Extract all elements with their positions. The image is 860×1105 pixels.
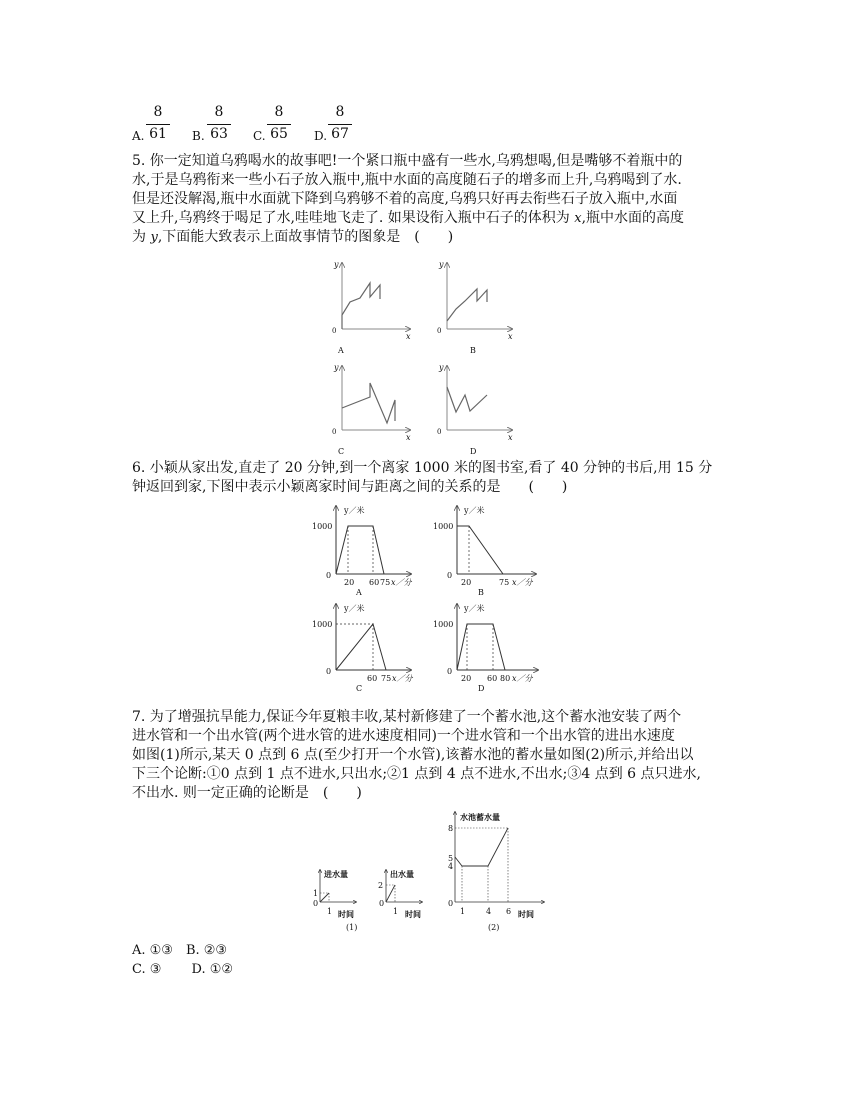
origin-label: 0 (448, 899, 454, 908)
y-tick-1000: 1000 (312, 620, 333, 629)
q6-graph-d (433, 603, 538, 693)
x-tick: 1 (393, 907, 399, 916)
x-tick: 60 (367, 674, 378, 683)
y-axis-label: y／米 (464, 506, 485, 515)
x-axis-label: 时间 (405, 909, 421, 919)
x-axis-label: 时间 (518, 909, 534, 919)
x-tick: 75 (381, 674, 392, 683)
graph-label-c: C (338, 447, 345, 456)
q7-line: 进水管和一个出水管(两个进水管的进水速度相同)一个进水管和一个出水管的进出水速度 (132, 728, 675, 744)
q6-curve-c (336, 624, 386, 670)
option-label: A. (132, 129, 145, 143)
graph-label-b: B (470, 346, 476, 355)
x-tick: 1 (327, 907, 333, 916)
q5-graph-c (332, 363, 411, 456)
x-tick: 60 (487, 674, 498, 683)
axis-label-y: y (439, 260, 444, 269)
denominator: 63 (210, 126, 228, 142)
caption-1: (1) (346, 923, 358, 932)
axis-label-y: y (334, 363, 339, 372)
x-axis-label: x／分 (512, 674, 533, 683)
q5-line: 但是还没解渴,瓶中水面就下降到乌鸦够不着的高度,乌鸦只好再去衔些石子放入瓶中,水面 (132, 191, 678, 207)
x-tick: 75 (380, 578, 391, 587)
q5-text: 为 (132, 229, 151, 245)
origin-label: 0 (379, 899, 385, 908)
x-tick: 75 (499, 578, 510, 587)
q6-graph-b (433, 505, 536, 597)
q7-options-row: A. ①③ B. ②③ (132, 943, 228, 958)
option-label: D. (314, 129, 328, 143)
q6-line: 钟返回到家,下图中表示小颖离家时间与距离之间的关系的是 ( ) (132, 479, 568, 495)
y-tick-1000: 1000 (433, 620, 454, 629)
q5-curve-b (447, 289, 487, 321)
q5-text: ,瓶中水面的高度 (581, 210, 685, 226)
q7-line: 不出水. 则一定正确的论断是 ( ) (132, 785, 362, 801)
origin-label: 0 (447, 571, 453, 580)
option-label: C. (253, 129, 266, 143)
q5-graph-d (437, 363, 513, 456)
numerator: 8 (153, 104, 163, 120)
graph-label-d: D (470, 447, 477, 456)
q6-curve-a (336, 526, 384, 574)
x-tick: 20 (461, 674, 472, 683)
graph-label-a: A (356, 588, 362, 597)
inflow-line (320, 893, 329, 902)
q6-curve-d (457, 624, 505, 670)
q7-figures (306, 810, 566, 935)
q7-fig-storage (448, 812, 544, 919)
q5-text: ,下面能大致表示上面故事情节的图象是 ( ) (157, 229, 454, 245)
numerator: 8 (335, 104, 345, 120)
graph-label-c: C (356, 684, 363, 693)
q7-options-row: C. ③ D. ①② (132, 962, 234, 977)
q6-graphs (306, 500, 556, 700)
q7-line: 如图(1)所示,某天 0 点到 6 点(至少打开一个水管),该蓄水池的蓄水量如图(2)所示,并给出以 (132, 747, 694, 763)
fig-title: 进水量 (324, 869, 348, 879)
numerator: 8 (214, 104, 224, 120)
q5-line (132, 228, 732, 247)
numerator: 8 (274, 104, 284, 120)
y-tick: 1 (313, 889, 319, 898)
x-tick: 1 (460, 907, 466, 916)
fraction-bar (267, 124, 291, 125)
y-axis-label: y／米 (344, 506, 365, 515)
q5-graph-a (332, 260, 411, 355)
q5-line: 水,于是乌鸦衔来一些小石子放入瓶中,瓶中水面的高度随石子的增多而上升,乌鸦喝到了水. (132, 172, 682, 188)
fraction-bar (207, 124, 231, 125)
q7-line: 7. 为了增强抗旱能力,保证今年夏粮丰收,某村新修建了一个蓄水池,这个蓄水池安装了两个 (132, 709, 682, 725)
axis-label-x: x (406, 433, 411, 442)
q5-text: 又上升,乌鸦终于喝足了水,哇哇地飞走了. 如果设衔入瓶中石子的体积为 (132, 210, 575, 226)
axis-label-y: y (334, 260, 339, 269)
q6-line: 6. 小颖从家出发,直走了 20 分钟,到一个离家 1000 米的图书室,看了 40 分钟的书后,用 15 分 (132, 460, 713, 476)
variable-x: x (574, 211, 582, 226)
axis-label-y: y (439, 363, 444, 372)
origin-label: 0 (437, 327, 442, 335)
q7-options (132, 941, 233, 979)
y-axis-label: y／米 (344, 604, 365, 613)
x-tick: 60 (369, 578, 380, 587)
axis-label-x: x (406, 332, 411, 341)
q5-line (132, 209, 732, 228)
variable-y: y (150, 230, 158, 245)
q6-graph-a (312, 505, 413, 597)
question-7 (132, 708, 732, 803)
storage-line (455, 828, 508, 866)
y-tick: 2 (378, 881, 384, 890)
graph-label-a: A (338, 346, 344, 355)
y-tick-1000: 1000 (433, 522, 454, 531)
x-axis-label: 时间 (338, 909, 354, 919)
y-tick-1000: 1000 (312, 522, 333, 531)
outflow-line (386, 885, 395, 902)
axis-label-x: x (508, 332, 513, 341)
q5-curve-d (447, 387, 487, 412)
denominator: 67 (331, 126, 349, 142)
denominator: 61 (149, 126, 167, 142)
x-axis-label: x／分 (391, 578, 412, 587)
origin-label: 0 (332, 428, 337, 436)
x-tick: 6 (506, 907, 512, 916)
q6-graph-c (312, 603, 414, 693)
origin-label: 0 (313, 899, 319, 908)
denominator: 65 (270, 126, 288, 142)
origin-label: 0 (332, 327, 337, 335)
y-tick-4: 4 (448, 862, 454, 871)
q7-line: 下三个论断:①0 点到 1 点不进水,只出水;②1 点到 4 点不进水,不出水;③4 点到 6 点只进水, (132, 766, 701, 782)
q6-curve-b (457, 526, 503, 574)
origin-label: 0 (447, 667, 453, 676)
x-tick: 20 (344, 578, 355, 587)
q5-curve-c (342, 383, 395, 423)
option-label: B. (192, 129, 205, 143)
question-6 (132, 459, 732, 497)
x-tick: 20 (461, 578, 472, 587)
q5-curve-a (342, 283, 380, 329)
caption-2: (2) (488, 923, 500, 932)
q5-graph-b (437, 260, 513, 355)
q5-graphs (320, 255, 530, 455)
fraction-bar (328, 124, 352, 125)
fig-title: 水池蓄水量 (460, 812, 500, 822)
x-axis-label: x／分 (392, 674, 413, 683)
graph-label-b: B (478, 588, 484, 597)
graph-label-d: D (478, 684, 485, 693)
axis-label-x: x (508, 433, 513, 442)
x-tick: 4 (486, 907, 492, 916)
q4-options (132, 104, 392, 146)
q7-fig-inflow (313, 869, 356, 919)
y-tick-8: 8 (448, 824, 454, 833)
question-5 (132, 152, 732, 247)
origin-label: 0 (326, 571, 332, 580)
x-tick: 80 (500, 674, 511, 683)
fraction-bar (146, 124, 170, 125)
q7-fig-outflow (378, 869, 422, 919)
origin-label: 0 (437, 428, 442, 436)
q5-line: 5. 你一定知道乌鸦喝水的故事吧!一个紧口瓶中盛有一些水,乌鸦想喝,但是嘴够不着瓶中的 (132, 153, 683, 169)
x-axis-label: x／分 (512, 578, 533, 587)
fig-title: 出水量 (390, 869, 414, 879)
origin-label: 0 (326, 667, 332, 676)
y-axis-label: y／米 (464, 604, 485, 613)
y-tick-5: 5 (448, 854, 454, 863)
